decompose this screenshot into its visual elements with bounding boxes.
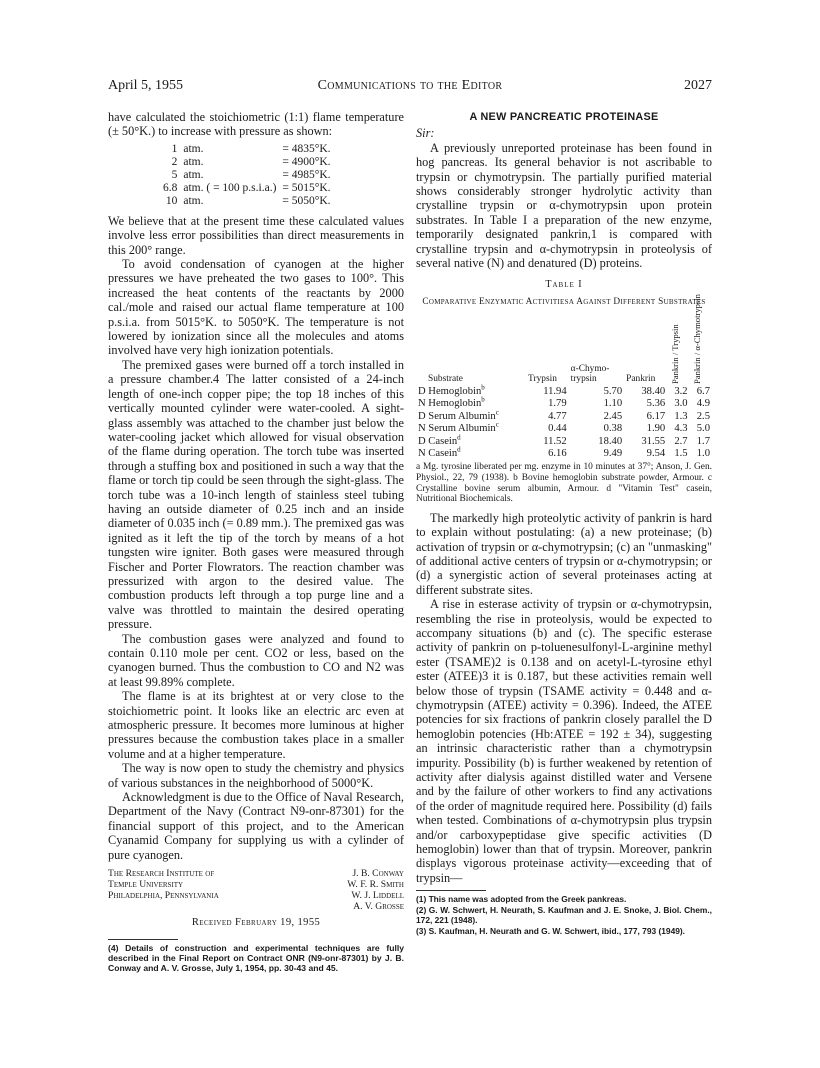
pressure-row <box>160 182 334 195</box>
pankrin-value: 5.36 <box>646 398 666 410</box>
ratio-trypsin: 4.3 <box>674 423 688 435</box>
substrate-name: D Casein <box>418 435 458 447</box>
column-header: Pankrin <box>626 373 656 384</box>
pankrin-value: 38.40 <box>641 385 666 397</box>
column-header <box>667 310 689 386</box>
trypsin-value: 4.77 <box>548 410 567 422</box>
substrate-cell <box>416 445 526 460</box>
article-title: A NEW PANCREATIC PROTEINASE <box>469 111 659 123</box>
chymotrypsin-value: 18.40 <box>598 435 623 447</box>
substrate-cell <box>416 395 526 410</box>
paragraph: have calculated the stoichiometric (1:1) flame temperature (± 50°K.) to increase with pressure as shown: <box>108 110 404 139</box>
ratio-trypsin: 3.2 <box>674 385 688 397</box>
paragraph: The premixed gases were burned off a torch installed in a pressure chamber.4 The latter consisted of a 24-inch length of one-inch copper pipe; the top 18 inches of this vertically mounted cylinder were water-cooled. A sight-glass assembly was attached to the chamber just below the water-cooling jacket which allowed for visual observation of the flame during operation. The torch tube was inserted through a stuffing box and positioned in such a way that the flame or torch tip could be seen through the sight-glass. The torch tube was a 10-inch length of stainless steel tubing having an outside diameter of 0.25 inch and an inside diameter of 0.035 inch (= 0.89 mm.). The premixed gas was ignited as it left the tip of the torch by means of a hot tungsten wire igniter. Both gases were measured through Fischer and Porter Flowrators. The reaction chamber was pressurized with argon to the desired value. The combustion products left through a top purge line and a valve was throttled to maintain the desired operating pressure. <box>108 357 404 632</box>
chymotrypsin-value: 5.70 <box>603 385 623 397</box>
table-row <box>416 398 712 410</box>
chymotrypsin-value: 9.49 <box>603 447 623 459</box>
pankrin-value: 6.17 <box>646 410 666 422</box>
ratio-chymotrypsin: 5.0 <box>696 423 710 435</box>
pankrin-value: 1.90 <box>646 423 666 435</box>
chymotrypsin-value: 1.10 <box>603 398 623 410</box>
flame-temperature: = 5050°K. <box>282 194 331 207</box>
paragraph: To avoid condensation of cyanogen at the higher pressures we have preheated the two gases to 100°. This increased the heat contents of the reactants by 2000 cal./mole and raised our actual flame temperature at 100 p.s.i.a. from 5015°K. to 5050°K. The temperature is not lowered by ionization since all the molecules and atoms involved have very high ionization potentials. <box>108 257 404 358</box>
table-row <box>416 448 712 460</box>
table-row <box>416 411 712 423</box>
institution-line: Temple University <box>108 879 184 891</box>
substrate-name: N Hemoglobin <box>418 398 482 410</box>
footnote-rule <box>416 890 486 891</box>
substrate-name: D Serum Albumin <box>418 410 496 422</box>
salutation: Sir: <box>416 126 435 141</box>
ratio-chymotrypsin: 2.5 <box>696 410 710 422</box>
table-footnote: a Mg. tyrosine liberated per mg. enzyme in 10 minutes at 37°; Anson, J. Gen. Physiol., 22, 79 (1938). b Bovine hemoglobin substrate powder, Armour. c Crystalline bovine serum albumin, Armour. d "Vitamin Test" casein, Nutritional Biochemicals. <box>416 462 712 505</box>
substrate-cell <box>416 383 526 398</box>
footnote-marker: d <box>457 432 461 441</box>
substrate-cell <box>416 432 526 448</box>
column-header: Trypsin <box>528 373 557 384</box>
running-head: Communications to the Editor <box>317 78 503 93</box>
flame-temperature: = 4985°K. <box>282 168 331 181</box>
ratio-trypsin: 1.5 <box>674 447 688 459</box>
ratio-trypsin: 2.7 <box>674 435 688 447</box>
pressure-value: 2 <box>171 155 178 168</box>
flame-temperature: = 4835°K. <box>282 142 331 155</box>
reference: (3) S. Kaufman, H. Neurath and G. W. Schwert, ibid., 177, 793 (1949). <box>416 926 686 937</box>
author-name: W. J. Liddell <box>351 890 404 902</box>
pressure-value: 6.8 <box>163 181 178 194</box>
ratio-chymotrypsin: 1.7 <box>696 435 710 447</box>
footnote-marker: d <box>457 445 461 454</box>
author-name: J. B. Conway <box>352 868 404 880</box>
trypsin-value: 1.79 <box>548 398 567 410</box>
page-date: April 5, 1955 <box>108 78 184 93</box>
substrate-name: D Hemoglobin <box>418 385 482 397</box>
ratio-chymotrypsin: 6.7 <box>696 385 710 397</box>
page-number: 2027 <box>684 78 712 93</box>
pressure-unit: atm. <box>183 194 204 207</box>
paragraph: A previously unreported proteinase has been found in hog pancreas. Its general behavior is not ascribable to trypsin or chymotrypsin. The partially purified material shows considerably stronger hydrolytic activity than crystalline trypsin or α-chymotrypsin upon protein substrates. In Table I a preparation of the new enzyme, temporarily designated pankrin,1 is compared with crystalline trypsin and α-chymotrypsin in proteolysis of several native (N) and denatured (D) proteins. <box>416 140 712 271</box>
chymotrypsin-value: 0.38 <box>603 423 623 435</box>
ratio-trypsin: 3.0 <box>674 398 688 410</box>
pressure-value: 1 <box>171 142 178 155</box>
table-row <box>416 386 712 398</box>
trypsin-value: 6.16 <box>548 447 567 459</box>
pressure-unit: atm. <box>183 168 204 181</box>
column-header-line: α-Chymo- <box>570 363 610 374</box>
footnote-marker: b <box>481 395 485 404</box>
pankrin-value: 9.54 <box>646 447 666 459</box>
institution-line: The Research Institute of <box>108 868 215 880</box>
left-column <box>108 110 404 973</box>
pressure-unit: atm. <box>183 142 204 155</box>
paragraph: The flame is at its brightest at or very close to the stoichiometric point. It looks like an electric arc even at atmospheric pressure. It becomes more luminous at higher pressures because the combustion takes place in a smaller volume and at a higher temperature. <box>108 689 404 761</box>
ratio-chymotrypsin: 4.9 <box>696 398 710 410</box>
reference: (2) G. W. Schwert, H. Neurath, S. Kaufman and J. E. Snoke, J. Biol. Chem., 172, 221 (1948). <box>416 905 712 926</box>
paragraph: We believe that at the present time these calculated values involve less error possibilities than direct measurements in this 200° range. <box>108 213 404 257</box>
ratio-chymotrypsin: 1.0 <box>696 447 710 459</box>
chymotrypsin-value: 2.45 <box>603 410 623 422</box>
substrate-name: N Serum Albumin <box>418 423 496 435</box>
paragraph: The combustion gases were analyzed and found to contain 0.110 mole per cent. CO2 or less, based on the cyanogen burned. Thus the combustion to CO and N2 was at least 99.89% complete. <box>108 631 404 689</box>
table-caption: Comparative Enzymatic Activitiesa Against Different Substrates <box>422 296 706 307</box>
pressure-temperature-table <box>160 143 334 208</box>
reference: (1) This name was adopted from the Greek pankreas. <box>416 894 627 905</box>
column-header <box>569 310 624 386</box>
rotated-header: Pankrin / Trypsin <box>669 324 680 384</box>
pressure-unit: atm. ( = 100 p.s.i.a.) <box>183 181 277 194</box>
pressure-row <box>160 169 334 182</box>
ratio-trypsin: 1.3 <box>674 410 688 422</box>
pressure-row <box>160 195 334 208</box>
author-name: A. V. Grosse <box>353 901 404 913</box>
paragraph: Acknowledgment is due to the Office of Naval Research, Department of the Navy (Contract N9-onr-87301) for the financial support of this project, and to the American Cyanamid Company for supplying us with a cylinder of pure cyanogen. <box>108 790 404 862</box>
column-header-line: trypsin <box>570 373 597 384</box>
column-header: Substrate <box>428 373 463 384</box>
rotated-header: Pankrin / α-Chymotrypsin <box>692 293 703 384</box>
pressure-value: 5 <box>171 168 178 181</box>
pressure-row <box>160 143 334 156</box>
author-name: W. F. R. Smith <box>347 879 404 891</box>
pressure-unit: atm. <box>183 155 204 168</box>
substrate-name: N Casein <box>418 447 458 459</box>
trypsin-value: 11.52 <box>543 435 567 447</box>
column-header <box>690 293 712 386</box>
flame-temperature: = 4900°K. <box>282 155 331 168</box>
substrate-cell <box>416 420 526 435</box>
paragraph: A rise in esterase activity of trypsin or α-chymotrypsin, resembling the rise in proteolysis, would be expected to accompany situations (b) and (c). The specific esterase activity of pankrin on p-toluenesulfonyl-L-arginine methyl ester (TSAME)2 is 0.138 and on acetyl-L-tyrosine ethyl ester (ATEE)3 it is 0.187, but these activities remain well below those of trypsin (TSAME activity = 0.448 and α-chymotrypsin (ATEE) activity = 0.396). Indeed, the ATEE potencies for six fractions of pankrin closely parallel the D hemoglobin potencies (Hb:ATEE = 192 ± 34), suggesting an intrinsic characteristic rather than a chymotrypsin impurity. Possibility (b) is further weakened by retention of activity after dialysis against distilled water and Versene and by the failure of other workers to find any activations of the order of magnitude required here. Possibility (d) fails when tested. Combinations of α-chymotrypsin plus trypsin and/or carboxypeptidase give specific activities (D hemoglobin) lower than that of trypsin. Moreover, pankrin displays vigorous proteinase activity—exceeding that of trypsin— <box>416 597 712 885</box>
institution-line: Philadelphia, Pennsylvania <box>108 890 219 902</box>
trypsin-value: 11.94 <box>543 385 567 397</box>
substrate-cell <box>416 408 526 423</box>
paragraph: The markedly high proteolytic activity of pankrin is hard to explain without postulating: (a) a new proteinase; (b) activation of trypsin or α-chymotrypsin; (c) an "unmasking" of additional active centers of trypsin or α-chymotrypsin; or (d) a synergistic action of several proteinases acting at different substrate sites. <box>416 510 712 597</box>
footnote-marker: c <box>495 420 499 429</box>
paragraph: The way is now open to study the chemistry and physics of various substances in the neighborhood of 5000°K. <box>108 761 404 790</box>
table-label: Table I <box>545 279 583 291</box>
signature-block <box>108 868 404 912</box>
pressure-row <box>160 156 334 169</box>
trypsin-value: 0.44 <box>548 423 567 435</box>
flame-temperature: = 5015°K. <box>282 181 331 194</box>
footnote-marker: c <box>495 408 499 417</box>
right-column <box>416 110 712 936</box>
pankrin-value: 31.55 <box>641 435 666 447</box>
footnote-marker: b <box>481 383 485 392</box>
received-date: Received February 19, 1955 <box>191 917 321 929</box>
pressure-value: 10 <box>165 194 178 207</box>
footnote: (4) Details of construction and experimental techniques are fully described in the Final Report on Contract ONR (N9-onr-87301) by J. B. Conway and A. V. Grosse, July 1, 1954, pp. 30-43 and 45. <box>108 942 404 973</box>
footnote-rule <box>108 939 178 940</box>
